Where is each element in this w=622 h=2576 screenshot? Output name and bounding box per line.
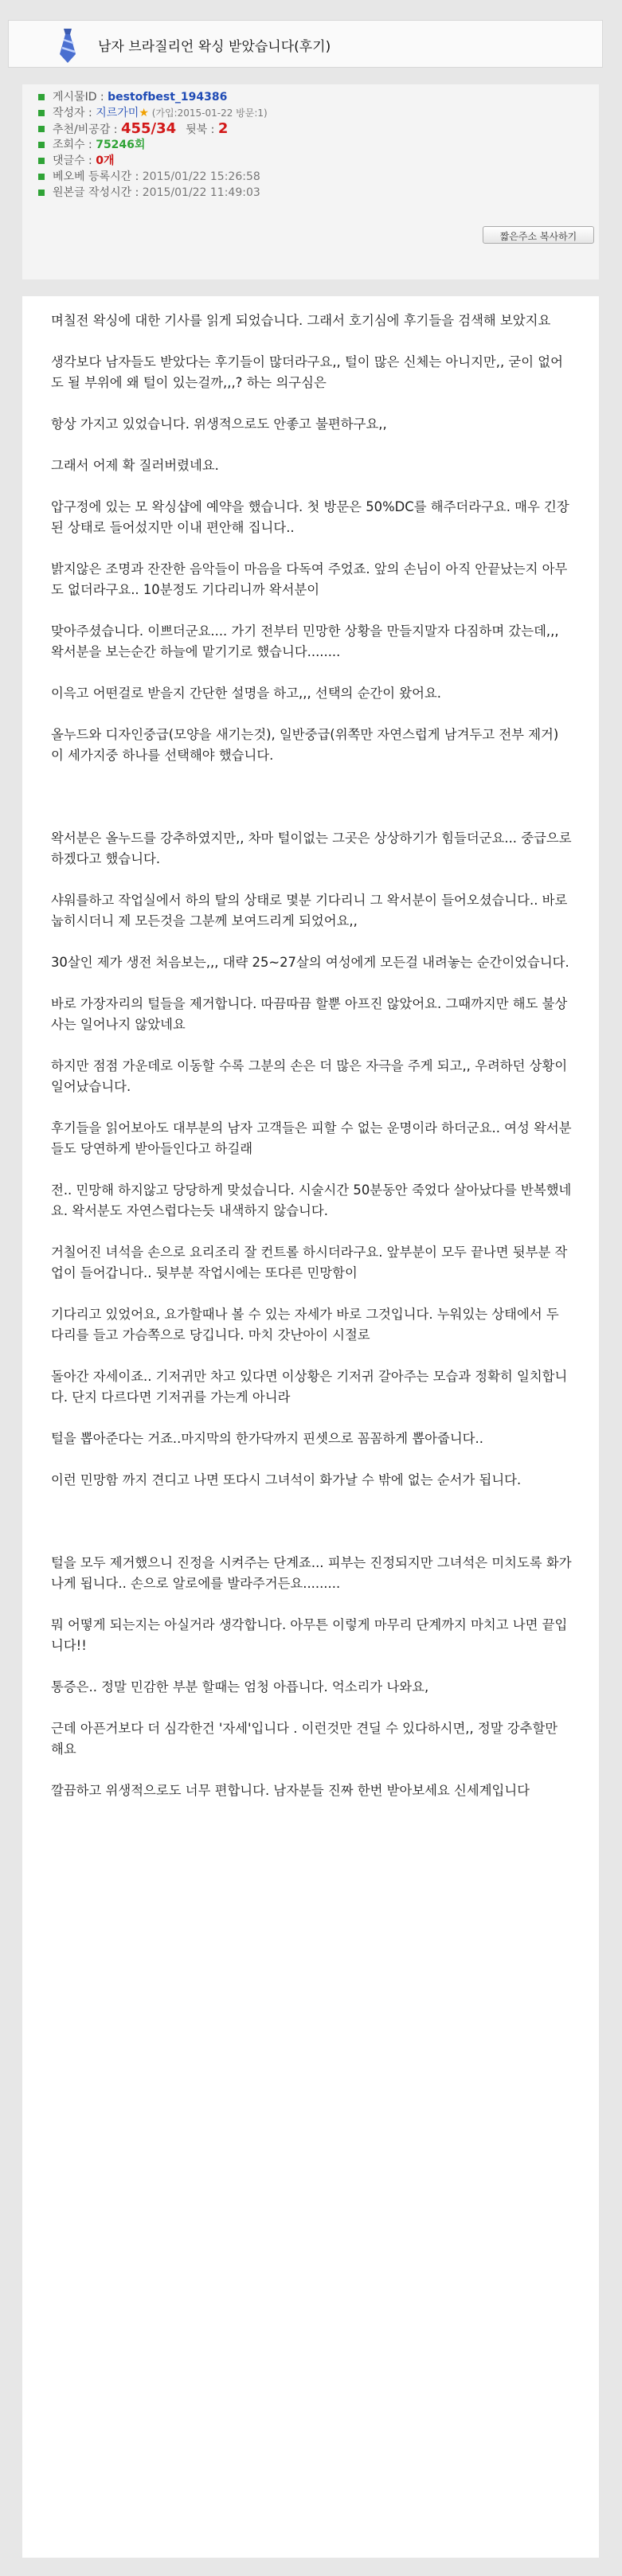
body-paragraph: 깔끔하고 위생적으로도 너무 편합니다. 남자분들 진짜 한번 받아보세요 신세계입니다	[51, 1783, 530, 1798]
best-time-value: 2015/01/22 15:26:58	[142, 170, 260, 183]
body-paragraph: 이런 민망함 까지 견디고 나면 또다시 그녀석이 화가날 수 밖에 없는 순서가 됩니다.	[51, 1472, 522, 1487]
body-paragraph: 그래서 어제 확 질러버렸네요.	[51, 458, 219, 473]
bullet-icon	[38, 190, 45, 196]
original-time-value: 2015/01/22 11:49:03	[142, 186, 260, 199]
votes-value: 455/34	[120, 120, 177, 137]
body-paragraph: 압구정에 있는 모 왁싱샵에 예약을 했습니다. 첫 방문은 50%DC를 해주더라구요. 매우 긴장된 상태로 들어섰지만 이내 편안해 집니다..	[51, 499, 569, 535]
post-body	[51, 311, 572, 1822]
body-paragraph: 전.. 민망해 하지않고 당당하게 맞섰습니다. 시술시간 50분동안 죽었다 살아났다를 반복했네요. 왁서분도 자연스럽다는듯 내색하지 않습니다.	[51, 1182, 572, 1218]
meta-author: 작성자 : 지르가미★ (가입:2015-01-22 방문:1)	[38, 105, 268, 121]
meta-post-id: 게시물ID : bestofbest_194386	[38, 89, 268, 105]
bullet-icon	[38, 110, 45, 116]
body-paragraph: 기다리고 있었어요, 요가할때나 볼 수 있는 자세가 바로 그것입니다. 누워있는 상태에서 두 다리를 들고 가슴쪽으로 당깁니다. 마치 갓난아이 시절로	[51, 1307, 559, 1343]
post-meta-panel	[22, 84, 599, 279]
views-value: 75246회	[96, 139, 146, 151]
body-paragraph	[51, 787, 572, 807]
author-link[interactable]: 지르가미	[96, 107, 139, 119]
body-paragraph: 올누드와 디자인중급(모양을 새기는것), 일반중급(위쪽만 자연스럽게 남겨두고 전부 제거) 이 세가지중 하나를 선택해야 했습니다.	[51, 727, 559, 763]
body-paragraph: 샤워를하고 작업실에서 하의 탈의 상태로 몇분 기다리니 그 왁서분이 들어오셨습니다.. 바로 눕히시더니 제 모든것을 그분께 보여드리게 되었어요,,	[51, 893, 568, 928]
post-content	[22, 296, 599, 2558]
body-paragraph: 근데 아픈거보다 더 심각한건 '자세'입니다 . 이런것만 견딜 수 있다하시면,, 정말 강추할만 해요	[51, 1721, 558, 1757]
necktie-icon	[57, 27, 79, 64]
post-title-bar	[8, 20, 603, 68]
body-paragraph: 바로 가장자리의 털들을 제거합니다. 따끔따끔 할뿐 아프진 않았어요. 그때까지만 해도 불상사는 일어나지 않았네요	[51, 996, 568, 1032]
body-paragraph: 후기들을 읽어보아도 대부분의 남자 고객들은 피할 수 없는 운명이라 하더군요.. 여성 왁서분들도 당연하게 받아들인다고 하길래	[51, 1120, 572, 1156]
body-paragraph: 거칠어진 녀석을 손으로 요리조리 잘 컨트롤 하시더라구요. 앞부분이 모두 끝나면 뒷부분 작업이 들어갑니다.. 뒷부분 작업시에는 또다른 민망함이	[51, 1245, 568, 1280]
body-paragraph: 털을 모두 제거했으니 진정을 시켜주는 단계죠... 피부는 진정되지만 그녀석은 미치도록 화가 나게 됩니다.. 손으로 알로에를 발라주거든요.........	[51, 1555, 572, 1591]
body-paragraph: 밝지않은 조명과 잔잔한 음악들이 마음을 다독여 주었죠. 앞의 손님이 아직 안끝났는지 아무도 없더라구요.. 10분정도 기다리니까 왁서분이	[51, 561, 568, 597]
body-paragraph: 돌아간 자세이죠.. 기저귀만 차고 있다면 이상황은 기저귀 갈아주는 모습과 정확히 일치합니다. 단지 다르다면 기저귀를 가는게 아니라	[51, 1369, 568, 1405]
meta-best-time: 베오베 등록시간 : 2015/01/22 15:26:58	[38, 169, 268, 185]
body-paragraph: 뭐 어떻게 되는지는 아실거라 생각합니다. 아무튼 이렇게 마무리 단계까지 마치고 나면 끝입니다!!	[51, 1617, 568, 1653]
body-paragraph: 며칠전 왁싱에 대한 기사를 읽게 되었습니다. 그래서 호기심에 후기들을 검색해 보았지요	[51, 313, 551, 328]
bullet-icon	[38, 142, 45, 148]
copy-short-url-button[interactable]: 짧은주소 복사하기	[483, 226, 594, 244]
bullet-icon	[38, 126, 45, 132]
meta-views: 조회수 : 75246회	[38, 137, 268, 153]
bullet-icon	[38, 94, 45, 100]
body-paragraph: 통증은.. 정말 민감한 부분 할때는 엄청 아픕니다. 억소리가 나와요,	[51, 1679, 429, 1695]
body-paragraph	[51, 1511, 572, 1532]
meta-list	[38, 89, 268, 201]
body-paragraph: 하지만 점점 가운데로 이동할 수록 그분의 손은 더 많은 자극을 주게 되고,, 우려하던 상황이 일어났습니다.	[51, 1058, 568, 1094]
bullet-icon	[38, 158, 45, 164]
body-paragraph: 이윽고 어떤걸로 받을지 간단한 설명을 하고,,, 선택의 순간이 왔어요.	[51, 686, 442, 701]
body-paragraph: 털을 뽑아준다는 거죠..마지막의 한가닥까지 핀셋으로 꼼꼼하게 뽑아줍니다..	[51, 1431, 483, 1446]
meta-votes: 추천/비공감 : 455/34 뒷북 : 2	[38, 121, 268, 137]
comments-value: 0개	[96, 154, 115, 167]
rebuttal-value: 2	[217, 120, 229, 137]
body-paragraph: 왁서분은 올누드를 강추하였지만,, 차마 털이없는 그곳은 상상하기가 힘들더군요... 중급으로 하겠다고 했습니다.	[51, 831, 572, 866]
post-title: 남자 브라질리언 왁싱 받았습니다(후기)	[98, 39, 331, 55]
body-paragraph: 30살인 제가 생전 처음보는,,, 대략 25~27살의 여성에게 모든걸 내려놓는 순간이었습니다.	[51, 955, 569, 970]
body-paragraph: 항상 가지고 있었습니다. 위생적으로도 안좋고 불편하구요,,	[51, 416, 387, 432]
body-paragraph: 맞아주셨습니다. 이쁘더군요.... 가기 전부터 민망한 상황을 만들지말자 다짐하며 갔는데,,, 왁서분을 보는순간 하늘에 맡기기로 했습니다........	[51, 623, 559, 659]
meta-comments: 댓글수 : 0개	[38, 153, 268, 169]
body-paragraph: 생각보다 남자들도 받았다는 후기들이 많더라구요,, 털이 많은 신체는 아니지만,, 굳이 없어도 될 부위에 왜 털이 있는걸까,,,? 하는 의구심은	[51, 354, 563, 390]
post-id-value: bestofbest_194386	[108, 91, 228, 104]
author-joined: (가입:2015-01-22 방문:1)	[148, 107, 268, 119]
meta-original-time: 원본글 작성시간 : 2015/01/22 11:49:03	[38, 185, 268, 201]
star-icon: ★	[139, 107, 149, 119]
bullet-icon	[38, 174, 45, 180]
